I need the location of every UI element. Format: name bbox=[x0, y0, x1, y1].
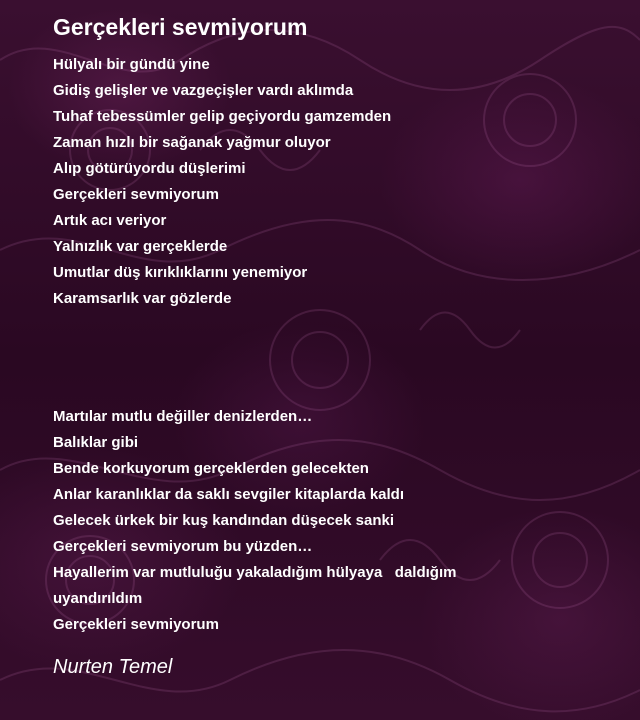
poem-author: Nurten Temel bbox=[53, 656, 173, 678]
poem-content bbox=[53, 12, 613, 680]
poem-line: Anlar karanlıklar da saklı sevgiler kitaplarda kaldı bbox=[53, 486, 405, 503]
poem-line: Artık acı veriyor bbox=[53, 212, 167, 229]
poem-line: Karamsarlık var gözlerde bbox=[53, 290, 232, 307]
poem-line: Hülyalı bir gündü yine bbox=[53, 56, 210, 73]
poem-line: Tuhaf tebessümler gelip geçiyordu gamzemden bbox=[53, 108, 392, 125]
poem-line: Umutlar düş kırıklıklarını yenemiyor bbox=[53, 264, 308, 281]
poem-stanza-2 bbox=[53, 404, 613, 638]
poem-line: Gerçekleri sevmiyorum bbox=[53, 616, 219, 633]
poem-line: Balıklar gibi bbox=[53, 434, 139, 451]
poem-line: Hayallerim var mutluluğu yakaladığım hülyaya daldığım bbox=[53, 564, 457, 581]
poem-line: Gerçekleri sevmiyorum bbox=[53, 186, 219, 203]
poem-line: Gerçekleri sevmiyorum bu yüzden… bbox=[53, 538, 313, 555]
poem-line: uyandırıldım bbox=[53, 590, 143, 607]
poem-line: Martılar mutlu değiller denizlerden… bbox=[53, 408, 313, 425]
poem-line: Bende korkuyorum gerçeklerden gelecekten bbox=[53, 460, 369, 477]
poem-line: Zaman hızlı bir sağanak yağmur oluyor bbox=[53, 134, 331, 151]
poem-stanza-1 bbox=[53, 52, 613, 312]
poem-line: Alıp götürüyordu düşlerimi bbox=[53, 160, 246, 177]
poem-line: Yalnızlık var gerçeklerde bbox=[53, 238, 228, 255]
poem-line: Gidiş gelişler ve vazgeçişler vardı aklımda bbox=[53, 82, 354, 99]
poem-title: Gerçekleri sevmiyorum bbox=[53, 14, 308, 40]
poem-line: Gelecek ürkek bir kuş kandından düşecek sanki bbox=[53, 512, 394, 529]
